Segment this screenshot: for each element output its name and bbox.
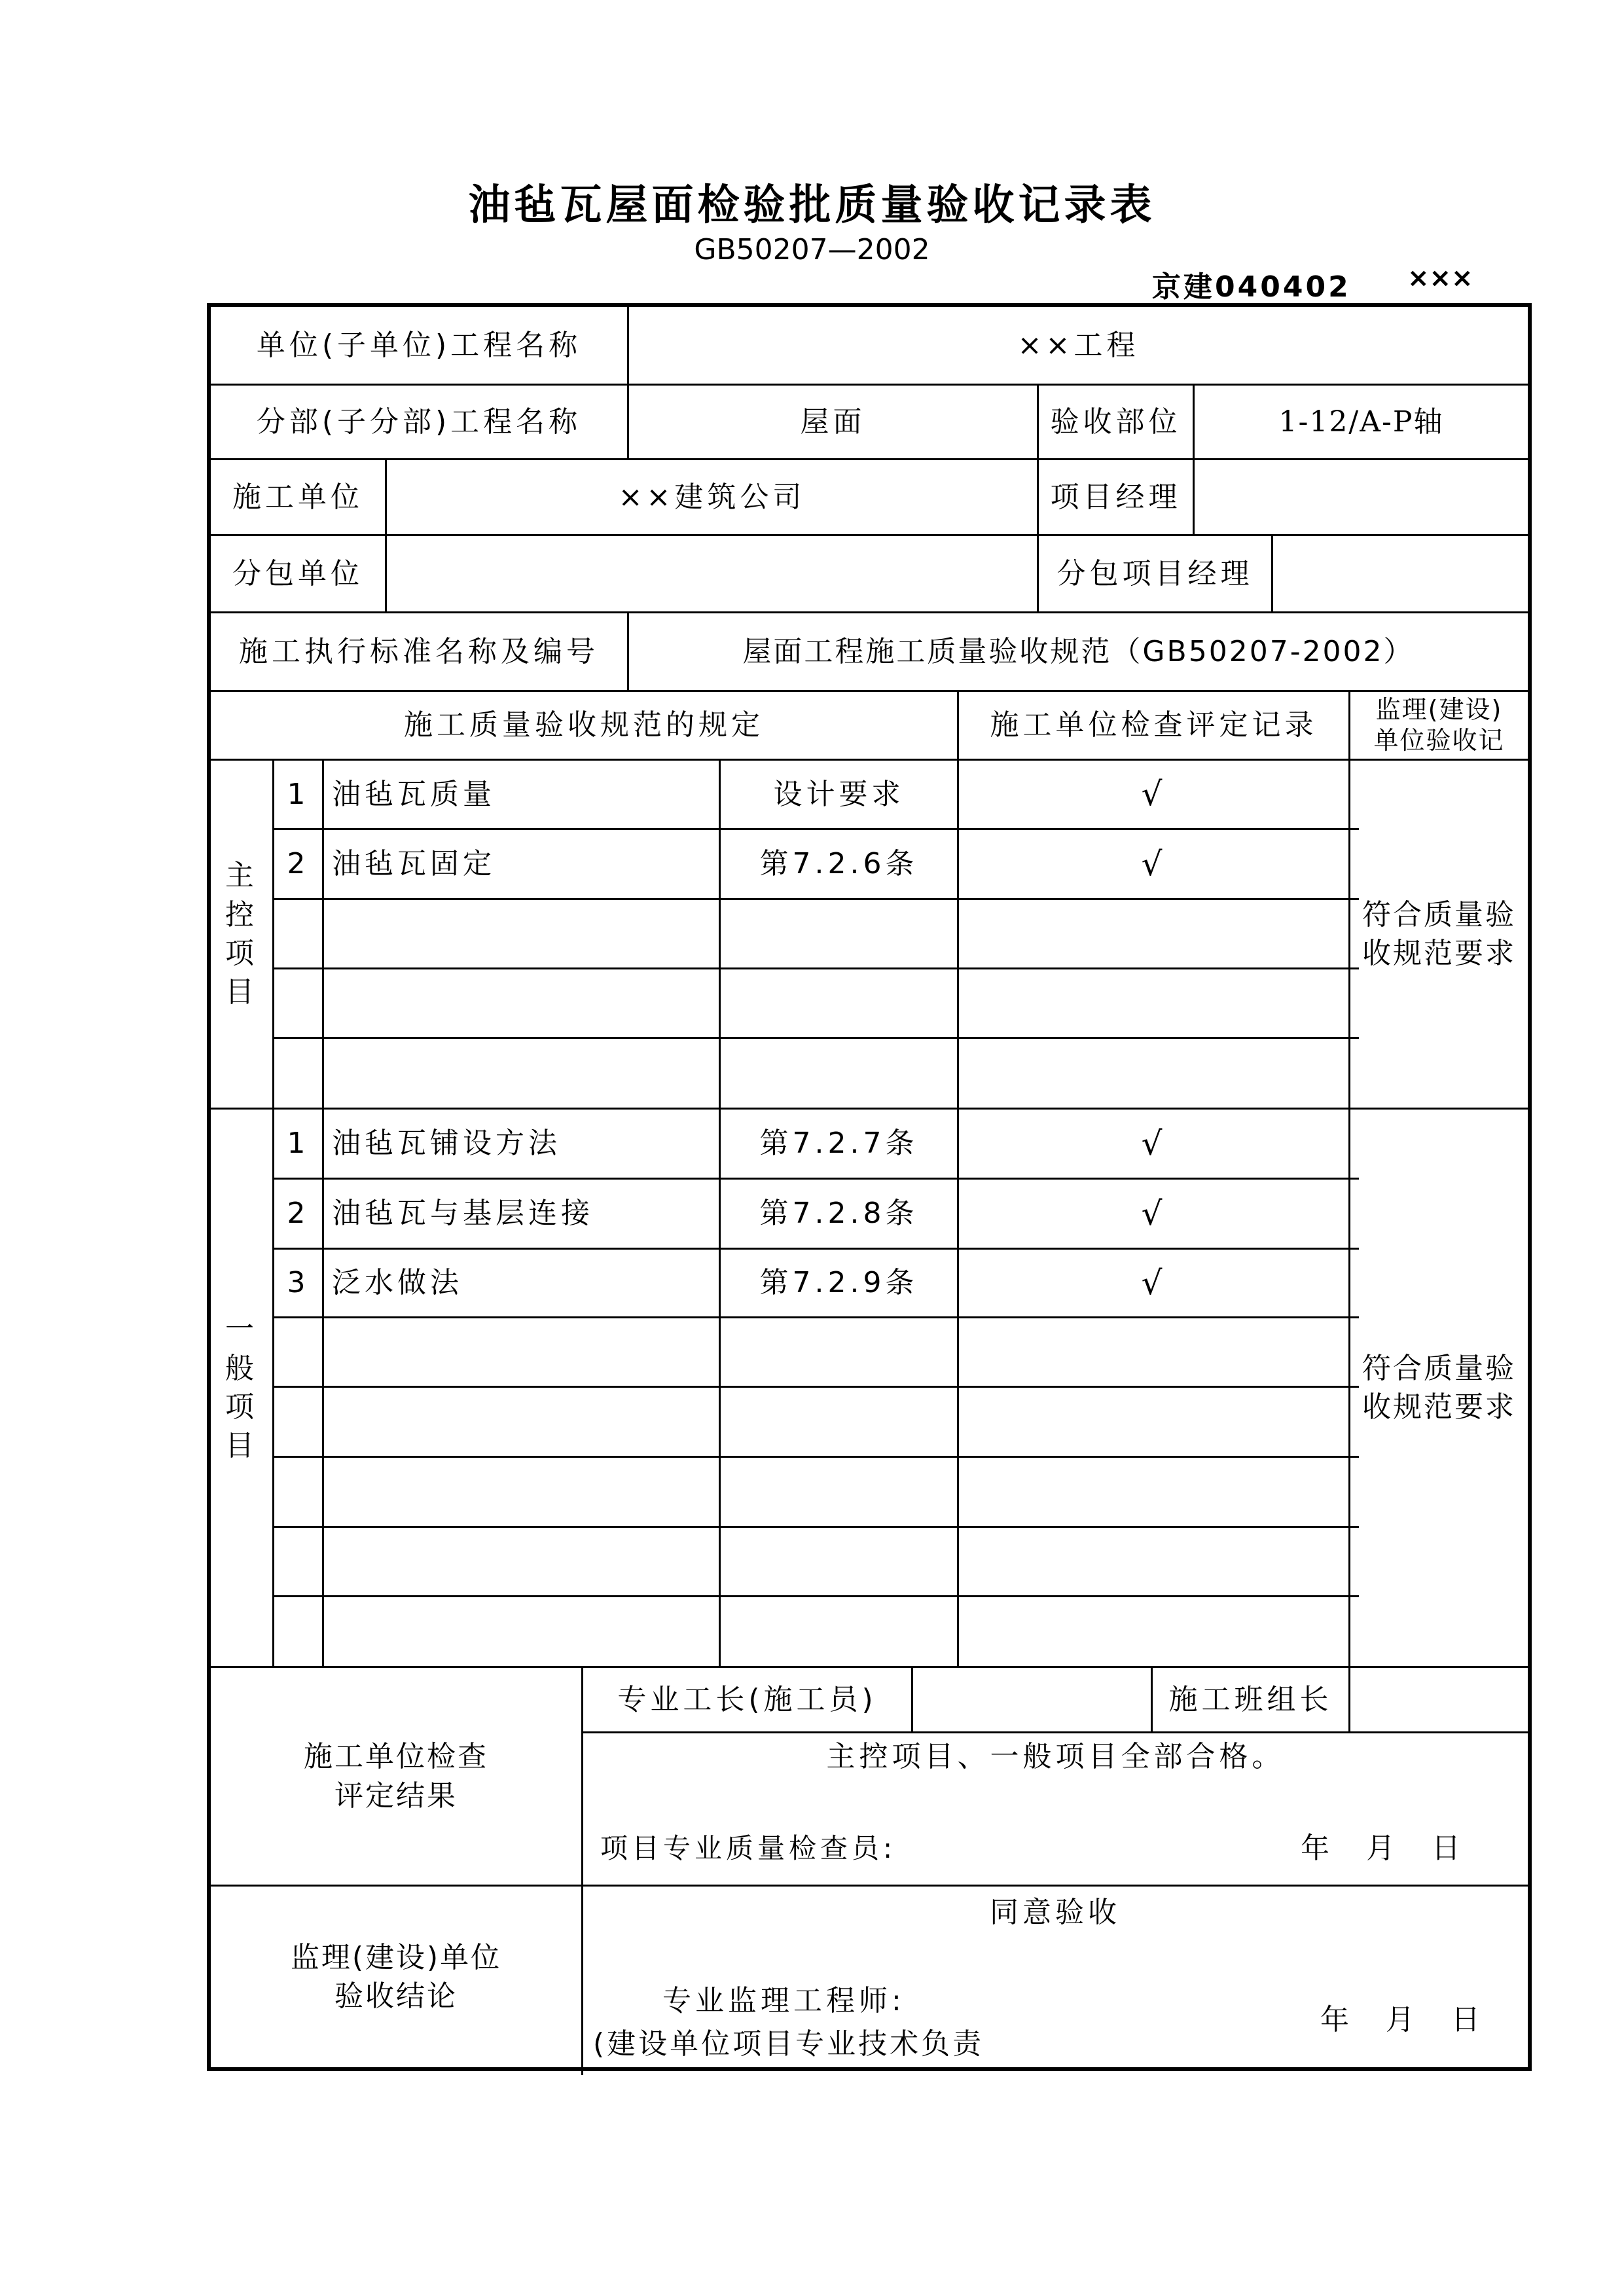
- general-label-char: 目: [225, 1429, 258, 1463]
- supervisor-record-header: [1350, 692, 1528, 759]
- main-items-group-label: [211, 761, 272, 1108]
- supervisor-result-label: [211, 1887, 581, 2067]
- contractor-result-text[interactable]: 主控项目、一般项目全部合格。: [826, 1740, 1285, 1774]
- main-label-char: 目: [225, 975, 258, 1009]
- inspection-table: [207, 303, 1532, 2071]
- team-leader-label: 施工班组长: [1168, 1682, 1333, 1716]
- main-item-no: 2: [287, 847, 310, 881]
- general-item-no: 2: [287, 1197, 310, 1231]
- owner-label: (建设单位项目专业技术负责: [593, 2027, 984, 2061]
- contractor-date[interactable]: 年 月 日: [1301, 1832, 1464, 1866]
- inspector-label: 项目专业质量检查员:: [600, 1832, 897, 1864]
- sub-project-value[interactable]: 屋面: [800, 405, 866, 439]
- main-label-char: 项: [225, 937, 258, 970]
- standard-code: GB50207—2002: [694, 233, 930, 266]
- general-label-char: 项: [225, 1390, 258, 1424]
- subcontractor-label: 分包单位: [232, 556, 363, 590]
- general-label-char: 一: [225, 1312, 258, 1346]
- general-item-clause: 第7.2.8条: [759, 1197, 918, 1231]
- sub-manager-label: 分包项目经理: [1056, 556, 1254, 590]
- general-conclusion-line1: 符合质量验: [1362, 1351, 1516, 1385]
- main-item-name: 油毡瓦质量: [332, 777, 496, 811]
- foreman-label: 专业工长(施工员): [617, 1682, 877, 1716]
- main-item-clause: 设计要求: [773, 777, 905, 811]
- main-item-check[interactable]: √: [1141, 775, 1166, 813]
- supervisor-header-line2: 单位验收记: [1373, 726, 1505, 755]
- general-item-no: 1: [287, 1127, 310, 1161]
- contractor-result-line1: 施工单位检查: [304, 1740, 488, 1774]
- standard-value[interactable]: 屋面工程施工质量验收规范（GB50207-2002）: [742, 634, 1415, 668]
- supervisor-header-line1: 监理(建设): [1375, 695, 1503, 724]
- general-label-char: 般: [225, 1351, 258, 1385]
- supervisor-date[interactable]: 年 月 日: [1320, 2003, 1484, 2037]
- main-item-clause: 第7.2.6条: [759, 847, 918, 881]
- unit-project-label: 单位(子单位)工程名称: [256, 328, 582, 362]
- main-label-char: 主: [225, 859, 258, 893]
- unit-project-value[interactable]: ××工程: [1017, 328, 1140, 362]
- inspection-part-value[interactable]: 1-12/A-P轴: [1278, 405, 1444, 439]
- general-item-no: 3: [287, 1266, 310, 1300]
- contractor-record-header: 施工单位检查评定记录: [990, 708, 1318, 742]
- supervisor-result-line2: 验收结论: [334, 1979, 458, 2013]
- main-item-no: 1: [287, 777, 310, 811]
- general-item-name: 泛水做法: [332, 1266, 463, 1300]
- contractor-value[interactable]: ××建筑公司: [618, 480, 806, 514]
- main-conclusion-line1: 符合质量验: [1362, 897, 1516, 931]
- general-item-check[interactable]: √: [1141, 1263, 1166, 1302]
- general-item-clause: 第7.2.7条: [759, 1127, 918, 1161]
- main-items-conclusion: [1350, 761, 1528, 1108]
- standard-label: 施工执行标准名称及编号: [239, 634, 599, 668]
- contractor-result-line2: 评定结果: [334, 1779, 458, 1813]
- project-manager-label: 项目经理: [1050, 480, 1182, 514]
- general-item-check[interactable]: √: [1141, 1124, 1166, 1163]
- form-title: 油毡瓦屋面检验批质量验收记录表: [468, 181, 1156, 230]
- main-item-name: 油毡瓦固定: [332, 847, 496, 881]
- spec-column-header: 施工质量验收规范的规定: [404, 708, 764, 742]
- general-item-clause: 第7.2.9条: [759, 1266, 918, 1300]
- general-item-check[interactable]: √: [1141, 1194, 1166, 1233]
- sub-manager-value[interactable]: [1273, 536, 1528, 611]
- main-item-check[interactable]: √: [1141, 844, 1166, 883]
- general-item-name: 油毡瓦铺设方法: [332, 1127, 561, 1161]
- team-leader-value[interactable]: [1350, 1668, 1528, 1731]
- main-label-char: 控: [225, 897, 258, 931]
- engineer-label: 专业监理工程师:: [662, 1984, 905, 2018]
- main-conclusion-line2: 收规范要求: [1362, 937, 1516, 970]
- project-manager-value[interactable]: [1195, 460, 1528, 534]
- general-conclusion-line2: 收规范要求: [1362, 1390, 1516, 1424]
- foreman-value[interactable]: [913, 1668, 1151, 1731]
- subcontractor-value[interactable]: [387, 536, 1037, 611]
- contractor-result-label: [211, 1668, 581, 1885]
- form-code-suffix: ×××: [1407, 263, 1473, 293]
- form-code: 京建040402: [1152, 270, 1351, 304]
- inspection-part-label: 验收部位: [1050, 405, 1182, 439]
- supervisor-result-line1: 监理(建设)单位: [290, 1940, 502, 1974]
- supervisor-conclusion-text[interactable]: 同意验收: [990, 1896, 1121, 1930]
- general-items-conclusion: [1350, 1110, 1528, 1666]
- sub-project-label: 分部(子分部)工程名称: [256, 405, 582, 439]
- contractor-label: 施工单位: [232, 480, 363, 514]
- general-item-name: 油毡瓦与基层连接: [332, 1197, 594, 1231]
- general-items-group-label: [211, 1110, 272, 1666]
